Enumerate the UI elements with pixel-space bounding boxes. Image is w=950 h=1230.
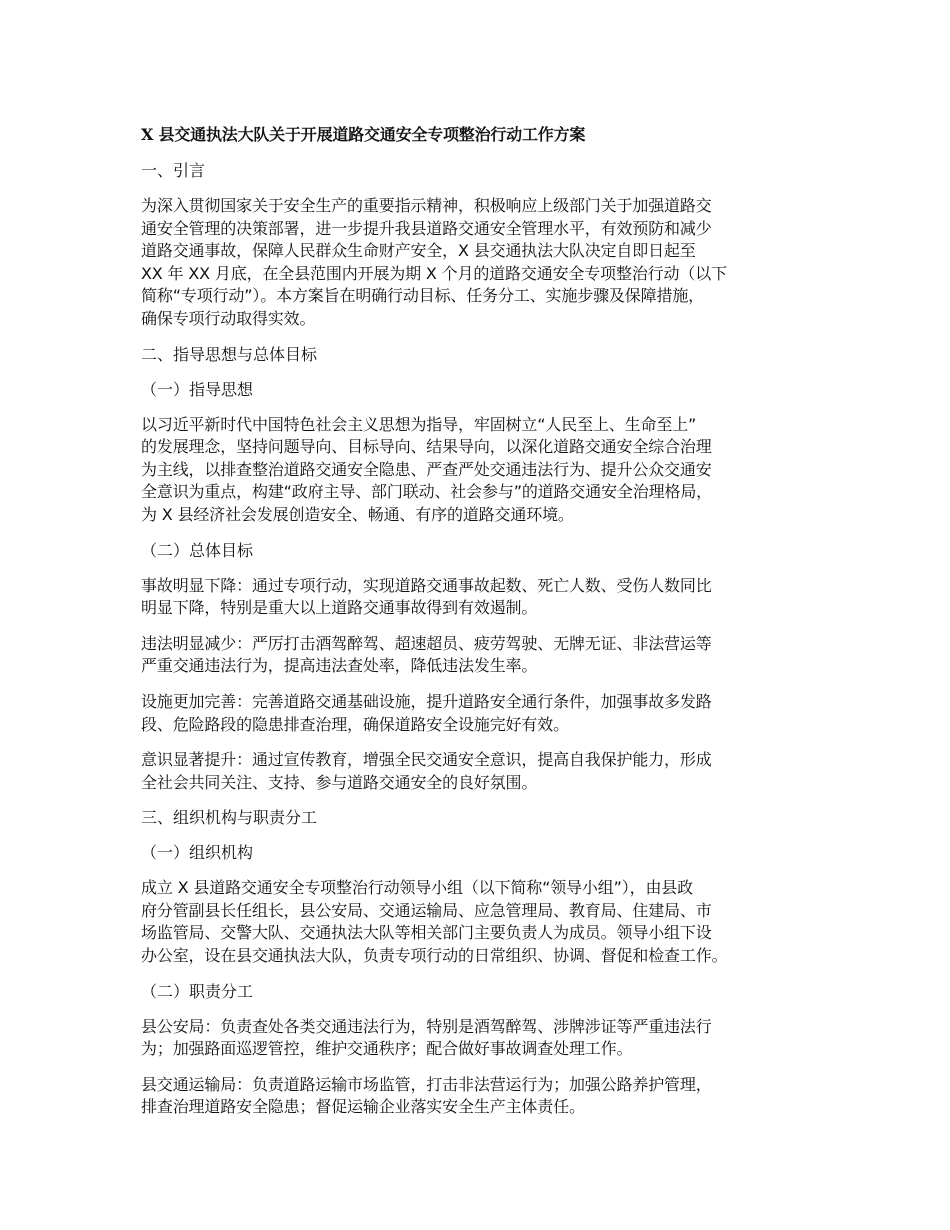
paragraph-line: 为主线，以排查整治道路交通安全隐患、严查严处交通违法行为、提升公众交通安 bbox=[141, 459, 712, 479]
document-title: X 县交通执法大队关于开展道路交通安全专项整治行动工作方案 bbox=[141, 125, 586, 144]
organization-paragraph bbox=[141, 877, 826, 967]
section-heading-intro: 一、引言 bbox=[141, 161, 206, 180]
paragraph-line: 的发展理念，坚持问题导向、目标导向、结果导向，以深化道路交通安全综合治理 bbox=[141, 437, 712, 457]
section-heading-guidance: 二、指导思想与总体目标 bbox=[141, 344, 318, 364]
intro-paragraph bbox=[141, 195, 826, 331]
paragraph-line: 办公室，设在县交通执法大队，负责专项行动的日常组织、协调、督促和检查工作。 bbox=[141, 946, 728, 966]
paragraph-line: 以习近平新时代中国特色社会主义思想为指导，牢固树立“人民至上、生命至上” bbox=[141, 414, 697, 434]
paragraph-line: 全社会共同关注、支持、参与道路交通安全的良好氛围。 bbox=[141, 772, 538, 792]
paragraph-line: 全意识为重点，构建“政府主导、部门联动、社会参与”的道路交通安全治理格局， bbox=[141, 482, 713, 502]
paragraph-line: 通安全管理的决策部署，进一步提升我县道路交通安全管理水平，有效预防和减少 bbox=[141, 218, 712, 238]
subsection-heading-responsibilities: （二）职责分工 bbox=[141, 981, 254, 1001]
responsibility-public-security-paragraph bbox=[141, 1016, 826, 1061]
paragraph-line: XX 年 XX 月底，在全县范围内开展为期 X 个月的道路交通安全专项整治行动（以下 bbox=[141, 263, 727, 283]
paragraph-line: 事故明显下降：通过专项行动，实现道路交通事故起数、死亡人数、受伤人数同比 bbox=[141, 575, 712, 595]
responsibility-transport-paragraph bbox=[141, 1074, 826, 1119]
paragraph-line: 简称“专项行动”）。本方案旨在明确行动目标、任务分工、实施步骤及保障措施， bbox=[141, 286, 705, 306]
subsection-heading-overall-goals: （二）总体目标 bbox=[141, 540, 254, 560]
paragraph-line: 明显下降，特别是重大以上道路交通事故得到有效遏制。 bbox=[141, 598, 538, 618]
goal-facilities-paragraph bbox=[141, 691, 826, 736]
paragraph-line: 确保专项行动取得实效。 bbox=[141, 308, 316, 328]
paragraph-line: 排查治理道路安全隐患；督促运输企业落实安全生产主体责任。 bbox=[141, 1097, 585, 1117]
goal-violations-paragraph bbox=[141, 633, 826, 678]
paragraph-line: 段、危险路段的隐患排查治理，确保道路安全设施完好有效。 bbox=[141, 714, 569, 734]
section-heading-organization: 三、组织机构与职责分工 bbox=[141, 808, 318, 828]
subsection-heading-organization: （一）组织机构 bbox=[141, 843, 254, 863]
paragraph-line: 意识显著提升：通过宣传教育，增强全民交通安全意识，提高自我保护能力，形成 bbox=[141, 750, 712, 770]
paragraph-line: 成立 X 县道路交通安全专项整治行动领导小组（以下简称“领导小组”），由县政 bbox=[141, 878, 694, 898]
paragraph-line: 场监管局、交警大队、交通执法大队等相关部门主要负责人为成员。领导小组下设 bbox=[141, 923, 712, 943]
goal-accidents-paragraph bbox=[141, 575, 826, 620]
guiding-ideology-paragraph bbox=[141, 414, 826, 527]
paragraph-line: 违法明显减少：严厉打击酒驾醉驾、超速超员、疲劳驾驶、无牌无证、非法营运等 bbox=[141, 633, 712, 653]
document-page bbox=[141, 124, 826, 1132]
goal-awareness-paragraph bbox=[141, 749, 826, 794]
paragraph-line: 府分管副县长任组长，县公安局、交通运输局、应急管理局、教育局、住建局、市 bbox=[141, 900, 712, 920]
document-body bbox=[141, 160, 826, 1119]
paragraph-line: 为深入贯彻国家关于安全生产的重要指示精神，积极响应上级部门关于加强道路交 bbox=[141, 196, 712, 215]
paragraph-line: 为 X 县经济社会发展创造安全、畅通、有序的道路交通环境。 bbox=[141, 504, 574, 524]
paragraph-line: 县交通运输局：负责道路运输市场监管，打击非法营运行为；加强公路养护管理， bbox=[141, 1074, 712, 1094]
paragraph-line: 为；加强路面巡逻管控，维护交通秩序；配合做好事故调查处理工作。 bbox=[141, 1039, 633, 1059]
paragraph-line: 道路交通事故，保障人民群众生命财产安全，X 县交通执法大队决定自即日起至 bbox=[141, 241, 696, 261]
paragraph-line: 严重交通违法行为，提高违法查处率，降低违法发生率。 bbox=[141, 656, 538, 676]
paragraph-line: 县公安局：负责查处各类交通违法行为，特别是酒驾醉驾、涉牌涉证等严重违法行 bbox=[141, 1016, 712, 1036]
paragraph-line: 设施更加完善：完善道路交通基础设施，提升道路安全通行条件，加强事故多发路 bbox=[141, 691, 712, 711]
subsection-heading-guiding-ideology: （一）指导思想 bbox=[141, 379, 254, 399]
